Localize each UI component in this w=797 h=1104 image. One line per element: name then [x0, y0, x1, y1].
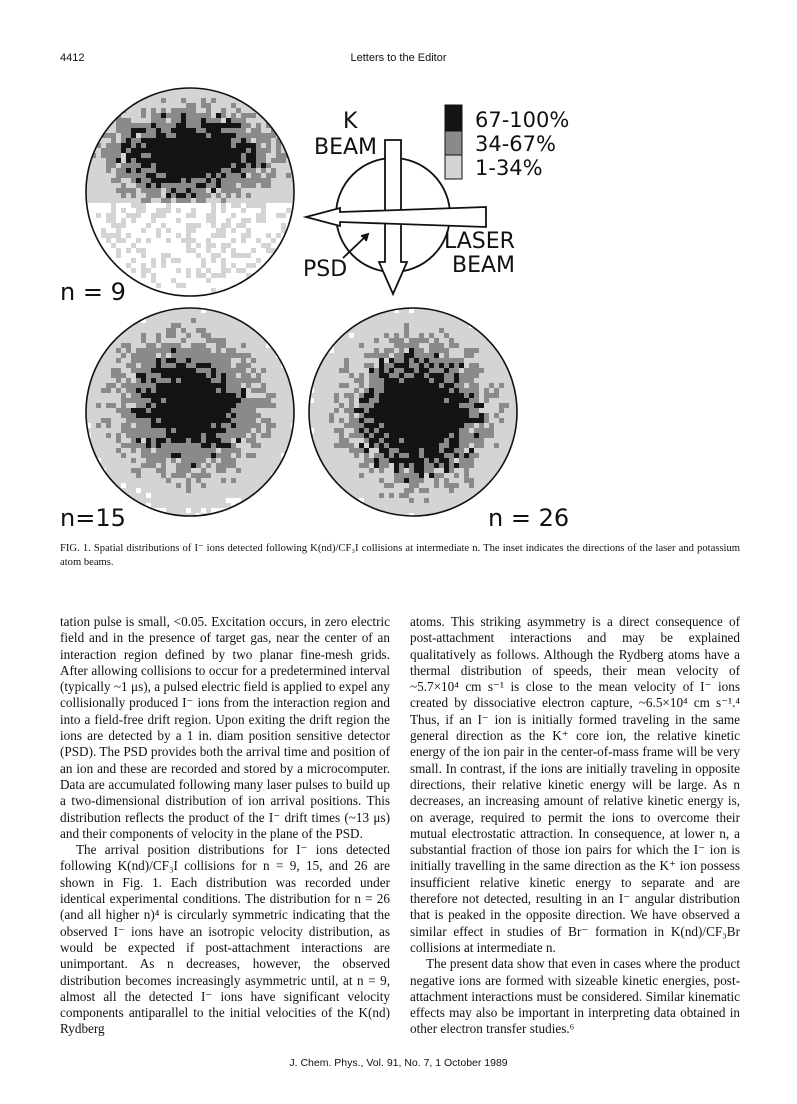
body-paragraph: The present data show that even in cases where the product negative ions are formed with sizeable kinetic energies, post-attachment interactions must be considered. Similar kinematic effects may also be important in interpreting data obtained in other electron transfer studies.⁶: [410, 956, 740, 1037]
page-number: 4412: [60, 52, 85, 64]
journal-section-title: Letters to the Editor: [350, 52, 447, 64]
k-beam-label-line2: BEAM: [314, 135, 378, 160]
body-paragraph: tation pulse is small, <0.05. Excitation occurs, in zero electric field and in the presence of target gas, near the center of an interaction region defined by two planar fine-mesh grids. After allowing collisions to occur for a predetermined interval (typically ~1 μs), a pulsed electric field is applied to expel any collisionally produced I⁻ ions from the interaction region and into a field-free drift region. Upon exiting the drift region the ions are detected by a 1 in. diam position sensitive detector (PSD). The PSD provides both the arrival time and position of an ion and these are recorded and stored by a microcomputer. Data are accumulated following many laser pulses to build up a two-dimensional distribution of ion arrival positions. This distribution reflects the product of the I⁻ drift times (~13 μs) and their components of velocity in the plane of the PSD.: [60, 614, 390, 841]
legend-swatch-mid: [445, 131, 462, 155]
body-paragraph: The arrival position distributions for I⁻ ions detected following K(nd)/CF₃I collisions for n = 9, 15, and 26 are shown in Fig. 1. Each distribution was recorded under identical experimental conditions. The distribution for n = 26 (and all higher n)⁴ is circularly symmetric indicating that the observed I⁻ ions have an isotropic velocity distribution, as would be expected if post-attachment interactions are unimportant. As n decreases, however, the observed distribution becomes increasingly asymmetric until, at n = 9, almost all the detected I⁻ ions have significant velocity components antiparallel to the initial velocities of the K(nd) Rydberg: [60, 842, 390, 1037]
legend-label-mid: 34-67%: [475, 132, 556, 156]
psd-label: PSD: [303, 257, 348, 282]
legend-swatch-high: [445, 105, 462, 131]
journal-citation-footer: J. Chem. Phys., Vol. 91, No. 7, 1 October 1989: [289, 1057, 508, 1069]
laser-label-line1: LASER: [444, 229, 515, 254]
legend-swatch-low: [445, 155, 462, 179]
laser-beam-arrow: [306, 207, 486, 227]
legend-label-low: 1-34%: [475, 156, 543, 180]
detector-n26: [309, 308, 519, 518]
body-paragraph: atoms. This striking asymmetry is a direct consequence of post-attachment interactions and may be explained qualitatively as follows. Although the Rydberg atoms have a thermal distribution of speeds, their mean velocity of ~5.7×10⁴ cm s⁻¹ is close to the mean velocity of I⁻ ions created by dissociative electron capture, ~6.5×10⁴ cm s⁻¹.⁴ Thus, if an I⁻ ion is initially formed traveling in the same general direction as the K⁺ core ion, the relative kinetic energy of the ion pair in the center-of-mass frame will be very small. In contrast, if the ions are initially traveling in opposite directions, their relative kinetic energy will be large. As n decreases, an increasing amount of relative kinetic energy is, on average, required to permit the ions to overcome their mutual electrostatic attraction. In consequence, at lower n, a substantial fraction of those ion pairs for which the I⁻ ion is initially travelling in the same direction as the K⁺ ion possess insufficient relative kinetic energy to separate and are therefore not detected, resulting in an I⁻ angular distribution that is peaked in the opposite direction. We have observed a similar effect in studies of Br⁻ formation in K(nd)/CF₃Br collisions at intermediate n.: [410, 614, 740, 955]
n26-label: n = 26: [488, 504, 570, 532]
figure-caption: FIG. 1. Spatial distributions of I⁻ ions detected following K(nd)/CF₃I collisions at intermediate n. The inset indicates the directions of the laser and potassium atom beams.: [60, 543, 740, 568]
figure-1: [0, 0, 797, 540]
body-left-column: [60, 614, 390, 1038]
body-right-column: [410, 614, 740, 1038]
legend-label-high: 67-100%: [475, 108, 570, 132]
detector-n9: [86, 88, 296, 296]
n15-label: n=15: [60, 504, 126, 532]
k-beam-label-line1: K: [343, 109, 358, 134]
n9-label: n = 9: [60, 278, 126, 306]
detector-n15: [86, 308, 296, 518]
intensity-legend: [445, 105, 569, 180]
laser-label-line2: BEAM: [452, 253, 516, 278]
